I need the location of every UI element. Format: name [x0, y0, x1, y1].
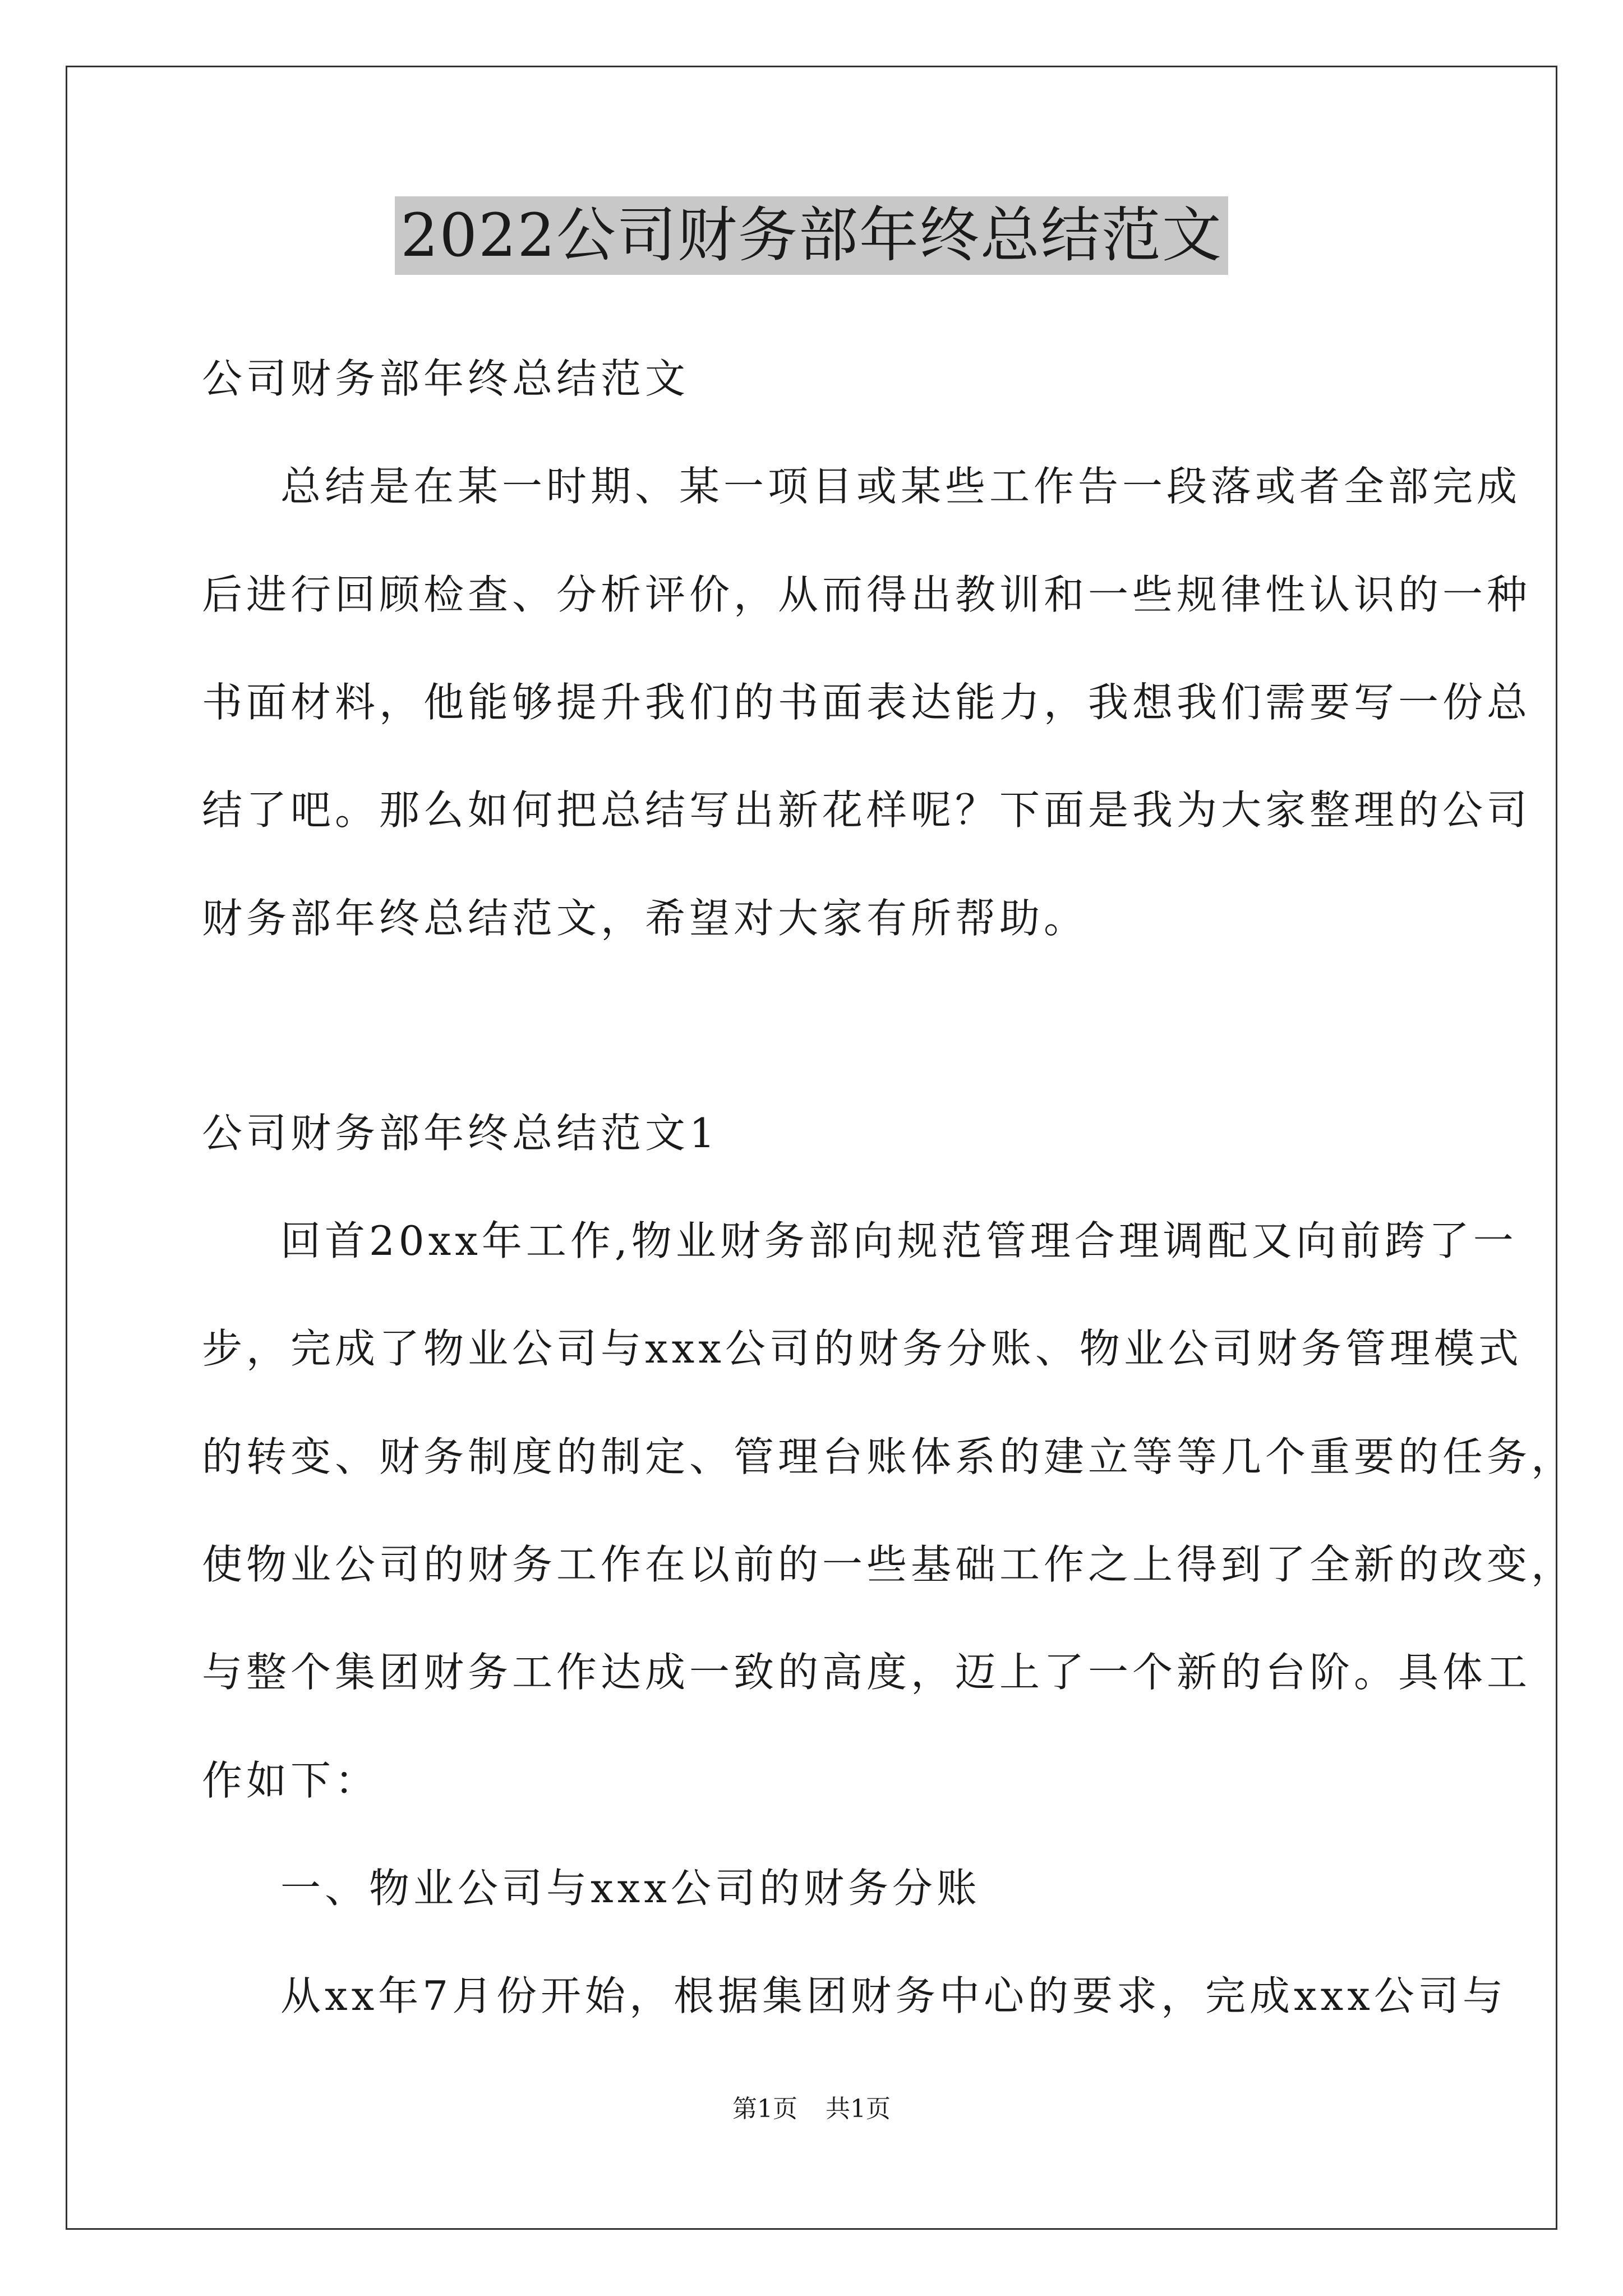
- item-line: 从xx年7月份开始，根据集团财务中心的要求，完成xxx公司与: [280, 1972, 1507, 2019]
- section-line: 回首20xx年工作,物业财务部向规范管理合理调配又向前跨了一: [280, 1217, 1518, 1264]
- item-heading: 一、物业公司与xxx公司的财务分账: [280, 1865, 981, 1912]
- section-line: 与整个集团财务工作达成一致的高度，迈上了一个新的台阶。具体工: [202, 1649, 1532, 1696]
- section-line: 作如下：: [202, 1757, 380, 1804]
- intro-line: 结了吧。那么如何把总结写出新花样呢？下面是我为大家整理的公司: [202, 786, 1532, 834]
- section-line: 步，完成了物业公司与xxx公司的财务分账、物业公司财务管理模式: [202, 1325, 1523, 1372]
- page-number-total: 共1页: [826, 2095, 891, 2123]
- section-heading: 公司财务部年终总结范文1: [202, 1110, 719, 1157]
- subtitle: 公司财务部年终总结范文: [202, 355, 690, 402]
- title-wrap: [0, 196, 1623, 275]
- page-footer: [0, 2092, 1623, 2126]
- section-line: 使物业公司的财务工作在以前的一些基础工作之上得到了全新的改变，: [202, 1541, 1576, 1588]
- section-line: 的转变、财务制度的制定、管理台账体系的建立等等几个重要的任务，: [202, 1433, 1576, 1480]
- page-number-current: 第1页: [732, 2095, 797, 2123]
- intro-line: 总结是在某一时期、某一项目或某些工作告一段落或者全部完成: [280, 463, 1521, 510]
- intro-line: 书面材料，他能够提升我们的书面表达能力，我想我们需要写一份总: [202, 679, 1532, 726]
- document-title: 2022公司财务部年终总结范文: [395, 196, 1228, 275]
- intro-line: 财务部年终总结范文，希望对大家有所帮助。: [202, 895, 1089, 942]
- intro-line: 后进行回顾检查、分析评价，从而得出教训和一些规律性认识的一种: [202, 571, 1532, 618]
